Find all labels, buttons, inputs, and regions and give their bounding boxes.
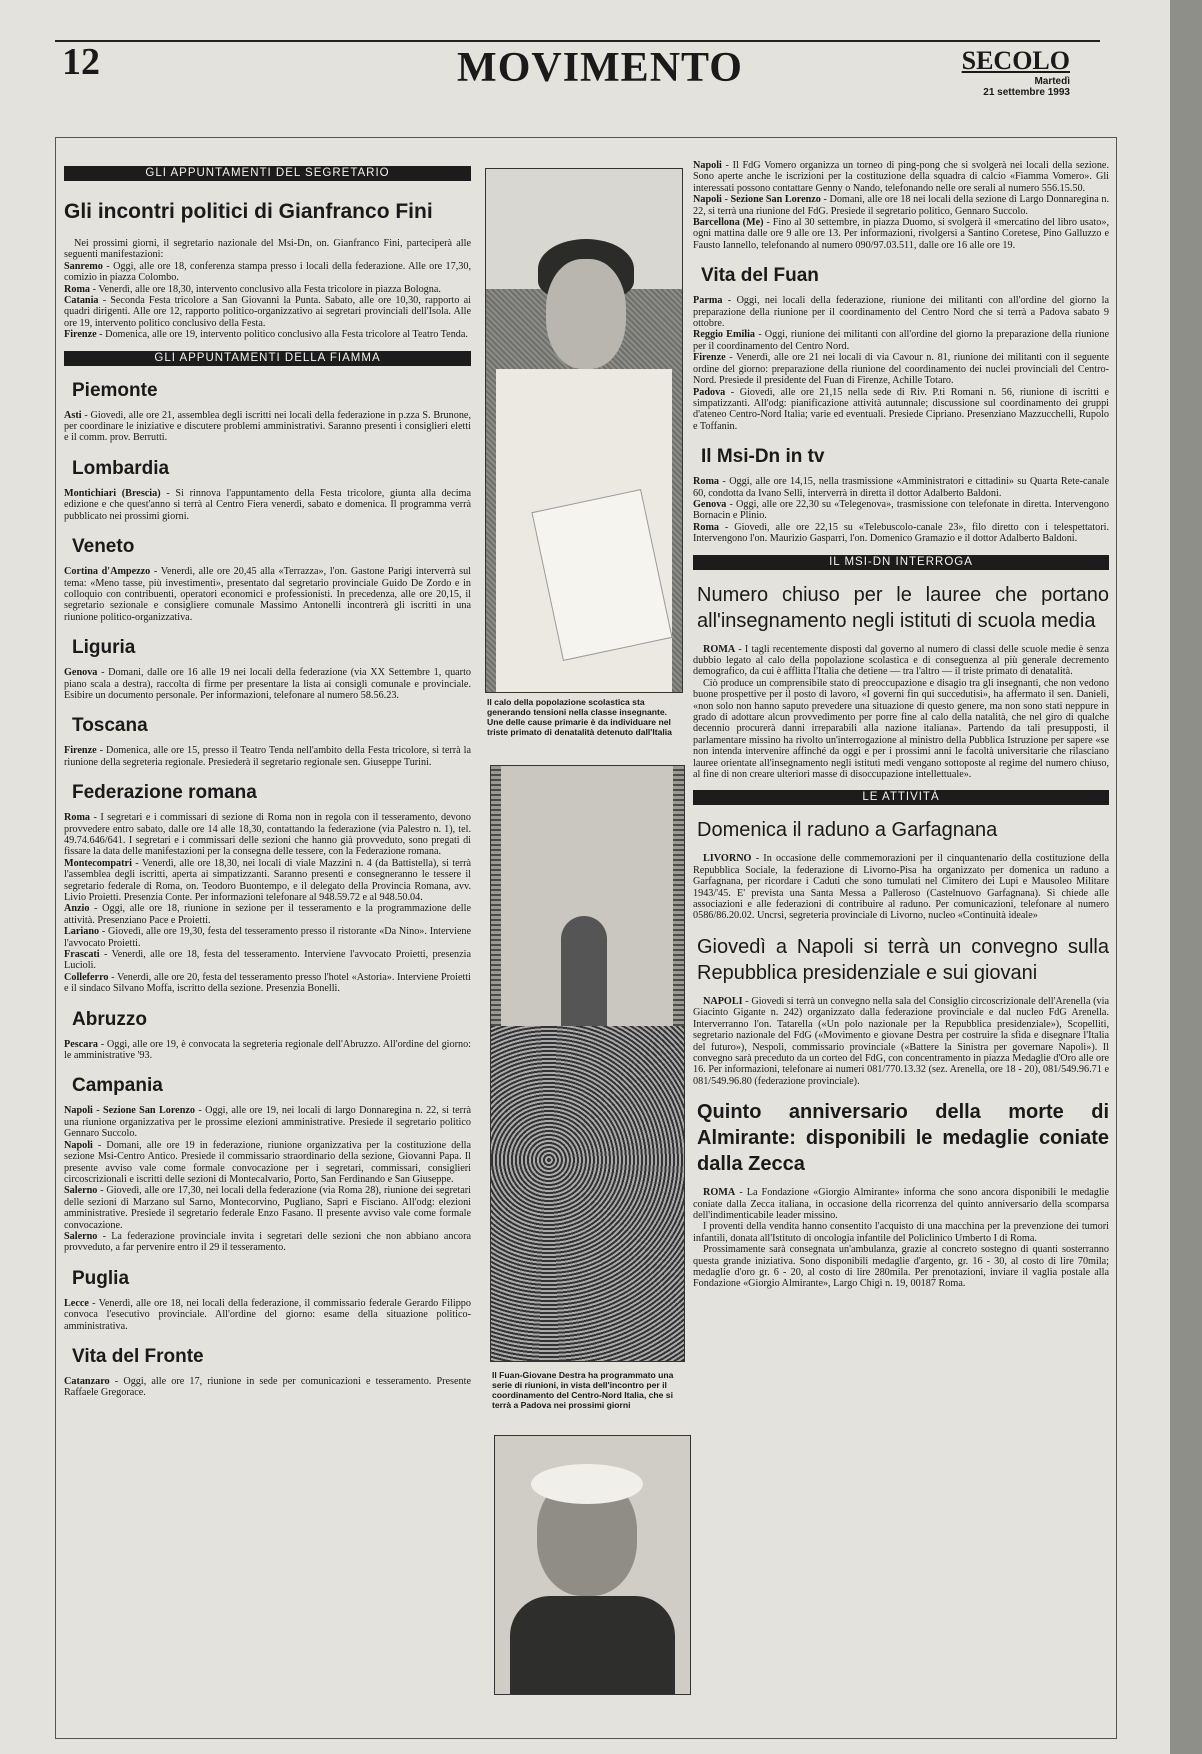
notice-place: Napoli - Sezione San Lorenzo <box>64 1105 195 1117</box>
garfagnana-text <box>693 853 1109 921</box>
issue-date: 21 settembre 1993 <box>983 87 1070 98</box>
region-heading: Federazione romana <box>72 782 257 804</box>
region-heading: Campania <box>72 1075 163 1097</box>
page-fold-shadow <box>1170 0 1202 1754</box>
notice-text: - Venerdì, alle ore 18,30, nei locali di viale Mazzini n. 4 (da Battistella), si terrà l'assemblea degli iscritti, aperta ai simpatizzanti. Saranno presenti e consegneranno le tessere il segretario federale di Roma, on. Teodoro Buontempo, e il delegato della Provincia Romana, avv. Livio Proietti. Presenzia Conte. Per informazioni telefonare al 948.59.72 e al 948.50.04. <box>64 857 471 903</box>
notice-place: Cortina d'Ampezzo <box>64 566 151 578</box>
notice-text: - Domenica, alle ore 15, presso il Teatro Tenda nell'ambito della Festa tricolore, si terrà la riunione della segreteria regionale. Presiederà il segretario regionale sen. Giuseppe Turini. <box>64 745 471 768</box>
crowd-photo <box>490 765 685 1362</box>
notice-item <box>693 160 1109 194</box>
notice-place: Sanremo <box>64 260 103 272</box>
notice-item <box>64 261 471 284</box>
notice-place: Catania <box>64 295 99 307</box>
notice-text: - I segretari e i commissari di sezione di Roma non in regola con il tesseramento, devono provvedere entro sabato, dalle ore 14 alle 18,30, contattando la federazione (via Palestro n. 1), tel. 49.74.646/641. I segretari e i commissari delle sezioni che hanno già provveduto, sono pregati di fissare la data delle manifestazioni per la consegna delle tessere, con la Federazione romana. <box>64 812 471 858</box>
notice-item <box>693 476 1109 499</box>
notice-item <box>64 1231 471 1254</box>
region-heading: Piemonte <box>72 379 158 401</box>
almirante-dateline: ROMA <box>703 1187 736 1199</box>
notice-item <box>693 329 1109 352</box>
notice-text: - Domenica, alle ore 19, intervento politico conclusivo alla Festa tricolore al Teatro Tenda. <box>96 329 468 341</box>
notice-place: Roma <box>64 283 91 295</box>
notice-item <box>64 1039 471 1062</box>
notice-text: - Oggi, alle ore 18, riunione in sezione per il tesseramento e la programmazione delle attività. Presenziano Pace e Proietti. <box>64 903 471 926</box>
notice-text: - Domani, alle ore 19 in federazione, riunione organizzativa per la costituzione della sezione Msi-Centro Antico. Presiede il commissario straordinario della sezione, Giovanni Papa. Il presente avviso vale come formale convocazione per i segretari, commissari, consiglieri circoscrizionali e iscritti delle sezioni di Montecalvario, Porto, San Ferdinando e San Giuseppe. <box>64 1139 471 1185</box>
notice-text: - Venerdì, alle ore 20, festa del tesseramento presso l'hotel «Astoria». Interviene Proietti e il sindaco Silvano Moffa, iscritto della sezione. Presenzia Bonelli. <box>64 971 471 995</box>
region-heading: Vita del Fronte <box>72 1345 204 1367</box>
napoli-dateline: NAPOLI <box>703 995 743 1007</box>
notice-item <box>64 410 471 444</box>
region-heading: Lombardia <box>72 457 170 479</box>
region-heading: Puglia <box>72 1267 130 1289</box>
garfagnana-headline: Domenica il raduno a Garfagnana <box>697 819 998 842</box>
notice-item <box>64 903 471 926</box>
almirante-text-2: I proventi della vendita hanno consentito l'acquisto di una macchina per la prevenzione dei tumori infantili, donata all'Istituto di oncologia infantile del Policlinico Umberto I di Roma. <box>693 1221 1109 1244</box>
notice-place: Firenze <box>64 329 97 341</box>
notice-place: Lariano <box>64 926 100 938</box>
notice-item <box>693 352 1109 386</box>
region-heading: Veneto <box>72 536 135 558</box>
almirante-text-3: Prossimamente sarà consegnata un'ambulanza, grazie al concreto sostegno di quanti sosterranno questa grande iniziativa. Sono disponibili medaglie d'argento, gr. 16 - 30, al costo di lire 70mila; medaglie d'oro gr. 6 - 20, al costo di lire 280mila. Per prenotazioni, inviare il vaglia postale alla Fondazione «Giorgio Almirante», Largo Chigi n. 19, 00187 Roma. <box>693 1244 1109 1290</box>
notice-item <box>64 295 471 329</box>
almirante-text-1 <box>693 1187 1109 1221</box>
garfagnana-dateline: LIVORNO <box>703 853 752 865</box>
notice-text: - Il FdG Vomero organizza un torneo di ping-pong che si svolgerà nei locali della sezione. Sono aperte anche le iscrizioni per la costituzione della squadra di calcio «Fiamma Vomero». Gli interessati possono contattare Genny o Nando, telefonando nelle ore serali al numero 556.15.50. <box>693 160 1109 194</box>
notice-text: - Oggi, alle ore 22,30 su «Telegenova», trasmissione con telefonate in diretta. Intervengono Bornacin e Plinio. <box>693 498 1109 522</box>
notice-item <box>64 1140 471 1186</box>
fdg-items <box>693 160 1109 251</box>
notice-item <box>693 295 1109 329</box>
notice-item <box>64 745 471 768</box>
notice-text: - Domani, alle ore 18 nei locali della sezione di Largo Donnaregina n. 22, si terrà una riunione del FdG. Presiede il segretario politico, Gennaro Succolo. <box>693 194 1109 217</box>
notice-text: - Giovedì, alle ore 19,30, festa del tesseramento presso il ristorante «Da Nino». Interviene l'avvocato Proietti. <box>64 926 471 949</box>
notice-item <box>64 566 471 623</box>
notice-text: - Oggi, nei locali della federazione, riunione dei militanti con all'ordine del giorno la preparazione della riunione per il coordinamento del Centro Nord che si terrà a Padova sabato 9 ottobre. <box>693 295 1109 330</box>
section-title: MOVIMENTO <box>457 45 743 91</box>
notice-text: - Giovedì, alle ore 17,30, nei locali della federazione (via Roma 28), riunione dei segretari delle sezioni di Marzano sul Sarno, Montecorvino, Pugliano, Sapri e Fisciano. All'odg: elezioni amministrative. Presiede il segretario federale Enzo Fasano. Il presente avviso vale come formale convocazione. <box>64 1185 471 1231</box>
fini-intro: Nei prossimi giorni, il segretario nazionale del Msi-Dn, on. Gianfranco Fini, parteciperà alle seguenti manifestazioni: <box>64 238 471 261</box>
section-bar-fiamma: GLI APPUNTAMENTI DELLA FIAMMA <box>64 351 471 366</box>
notice-place: Padova <box>693 386 726 398</box>
notice-text: - Oggi, alle ore 14,15, nella trasmissione «Amministratori e cittadini» su Quarta Rete-canale 60, condotta da Ivano Selli, interverrà in diretta il dottor Adalberto Baldoni. <box>693 476 1109 499</box>
notice-item <box>64 284 471 295</box>
notice-place: Montichiari (Brescia) <box>64 487 161 499</box>
notice-place: Roma <box>64 812 91 824</box>
notice-text: - Oggi, alle ore 18, conferenza stampa presso i locali della federazione. Alle ore 17,30, comizio in piazza Colombo. <box>64 260 471 284</box>
notice-place: Pescara <box>64 1038 98 1050</box>
interroga-headline: Numero chiuso per le lauree che portano all'insegnamento negli istituti di scuola media <box>697 583 1109 632</box>
notice-place: Genova <box>693 498 727 510</box>
notice-place: Napoli <box>64 1139 93 1151</box>
interroga-text-1: - I tagli recentemente disposti dal governo al numero di classi delle scuole medie è senza dubbio legato al calo della popolazione scolastica e di conseguenza al più generale decremento demografico, da cui è afflitta l'Italia che detiene — tra l'altro — il triste primato di denatalità. <box>693 643 1109 678</box>
masthead <box>962 46 1070 98</box>
issue-day: Martedì <box>1034 76 1070 87</box>
notice-item <box>64 1185 471 1231</box>
student-photo <box>485 168 683 693</box>
notice-text: - Oggi, alle ore 17, riunione in sede per comunicazioni e tesseramento. Presente Raffaele Gregorace. <box>64 1375 471 1399</box>
notice-place: Napoli - Sezione San Lorenzo <box>693 194 821 206</box>
notice-item <box>64 329 471 340</box>
notice-text: - Giovedì, alle ore 21,15 nella sede di Riv. P.ti Romani n. 56, riunione di iscritti e simpatizzanti. All'odg: pianificazione attività autunnale; discussione sul coordinamento dei gruppi d'ateneo Centro-Nord Italia; varie ed eventuali. Presiede Cipriano. Presenziano Mazzucchelli, Rupolo e Toffanin. <box>693 386 1109 432</box>
notice-place: Firenze <box>693 352 726 364</box>
notice-place: Firenze <box>64 745 97 757</box>
notice-item <box>64 1298 471 1332</box>
notice-text: - Domani, dalle ore 16 alle 19 nei locali della federazione (via XX Settembre 1, quarto piano scala a destra), raccolta di firme per presentare la lista ai consigli comunale e provinciale. Esibire un documento personale. Per informazioni, telefonare al numero 58.56.23. <box>64 667 471 701</box>
notice-item <box>693 387 1109 433</box>
notice-text: - Giovedì, alle ore 21, assemblea degli iscritti nei locali della federazione in p.zza S. Brunone, per coordinare le iniziative e discutere problemi amministrativi. Saranno presenti i consiglieri eletti e il comm. prov. Berrutti. <box>64 409 471 444</box>
interroga-lead <box>693 644 1109 678</box>
notice-text: - La federazione provinciale invita i segretari delle sezioni che non abbiano ancora provveduto, a far pervenire entro il 29 il tesseramento. <box>64 1230 471 1254</box>
notice-place: Asti <box>64 409 82 421</box>
notice-item <box>64 488 471 522</box>
tv-heading: Il Msi-Dn in tv <box>701 446 825 468</box>
fuan-heading: Vita del Fuan <box>701 265 819 287</box>
notice-place: Genova <box>64 667 98 679</box>
photo-caption-fuan: Il Fuan-Giovane Destra ha programmato una serie di riunioni, in vista dell'incontro per il coordinamento del Centro-Nord Italia, che si terrà a Padova nei prossimi giorni <box>492 1370 674 1410</box>
notice-text: - Venerdì, alle ore 21 nei locali di via Cavour n. 81, riunione dei militanti con il seguente ordine del giorno: preparazione della riunione del coordinamento dei nuclei provinciali del Centro-Nord. Presiede il presidente del Fuan di Firenze, Achille Totaro. <box>693 352 1109 387</box>
notice-text: - Giovedì, alle ore 22,15 su «Telebuscolo-canale 23», filo diretto con i telespettatori. Intervengono l'on. Maurizio Gasparri, l'on. Domenico Gramazio e il dottor Adalberto Baldoni. <box>693 521 1109 545</box>
fuan-items <box>693 295 1109 432</box>
napoli-text <box>693 996 1109 1087</box>
notice-item <box>64 667 471 701</box>
notice-item <box>693 194 1109 217</box>
region-heading: Toscana <box>72 715 148 737</box>
notice-place: Reggio Emilia <box>693 329 756 341</box>
notice-place: Lecce <box>64 1297 89 1309</box>
notice-place: Frascati <box>64 949 100 961</box>
notice-place: Parma <box>693 295 723 307</box>
notice-place: Colleferro <box>64 971 109 983</box>
notice-item <box>64 949 471 972</box>
notice-item <box>693 522 1109 545</box>
notice-item <box>693 499 1109 522</box>
notice-text: - Venerdì, alle ore 20,45 alla «Terrazza», l'on. Gastone Parigi interverrà sul tema: «Meno tasse, più investimenti», presentato dal segretario provinciale Guido De Zordo e in colloquio con contribuenti, operatori economici e professionisti. In precedenza, alle ore 20,15, il segretario sezionale e consigliere comunale Massimo Antonelli incontrerà gli iscritti in una riunione politico-organizzativa. <box>64 566 471 623</box>
napoli-body: - Giovedì si terrà un convegno nella sala del Consiglio circoscrizionale dell'Arenella (via Giacinto Gigante n. 242) organizzato dalla federazione provinciale e dal nucleo FdG Arenella. Interverranno l'on. Tatarella («Un polo nazionale per la Repubblica presidenziale»), Scopelliti, segretario nazionale del FdG («Movimento e giovane Destra per costruire la sfida e disegnare l'Italia del futuro»), Nespoli, commissario provinciale («Battere la Sinistra per governare Napoli»). Il convegno sarà preceduto da un corteo del FdG, con concentramento in piazza Medaglie d'Oro alle ore 16. Per informazioni, telefonare ai numeri 081/770.13.32 (sez. Arenella, ore 18 - 20), 081/549.96.71 e 081/549.96.80 (federazione provinciale). <box>693 995 1109 1087</box>
notice-text: - Venerdì, alle ore 18, festa del tesseramento. Interviene l'avvocato Proietti, presenzia Lucioli. <box>64 949 471 972</box>
interroga-text-2: Ciò produce un comprensibile stato di preoccupazione e disagio tra gli insegnanti, che non vedono buone prospettive per il posto di lavoro, «I governi fin qui succedutisi», ha affermato il sen. Danieli, «non solo non hanno saputo prevedere una situazione di questo genere, ma non sono stati neppure in grado di adottare alcun provvedimento per porre fine al calo della natalità, che nel giro di qualche decennio procurerà danni irreparabili alla nazione italiana». Partendo da tali presupposti, il parlamentare missino ha rivolto un'interrogazione al ministro della Pubblica Istruzione per sapere «se non intenda intervenire affinché da oggi e per i prossimi anni le facoltà universitarie che rilasciano lauree orientate all'insegnamento negli istituti medi vengano sottoposte al regime del numero chiuso, al fine di non creare ulteriori masse di disoccupazione intellettuale». <box>693 677 1109 781</box>
napoli-headline: Giovedì a Napoli si terrà un convegno sulla Repubblica presidenziale e sui giovani <box>697 935 1109 984</box>
photo-caption-school: Il calo della popolazione scolastica sta generando tensioni nella classe insegnante. Une delle cause primarie è da individuare nel triste primato di denatalità detenuto dall'Italia <box>487 697 672 737</box>
page-number: 12 <box>62 41 100 83</box>
section-bar-interroga: IL MSI-DN INTERROGA <box>693 555 1109 570</box>
notice-text: - Seconda Festa tricolore a San Giovanni la Punta. Sabato, alle ore 10,30, rapporto ai quadri dirigenti. Alle ore 12, rapporto politico-organizzativo ai segretari provinciali dell'Isola. Alle ore 19, intervento politico conclusivo della Festa. <box>64 295 471 329</box>
column-appointments <box>64 160 471 1399</box>
regions-list <box>64 380 471 1399</box>
notice-item <box>64 972 471 995</box>
tv-items <box>693 476 1109 544</box>
notice-place: Roma <box>693 476 720 488</box>
notice-place: Montecompatri <box>64 857 132 869</box>
section-bar-attivita: LE ATTIVITÀ <box>693 790 1109 805</box>
region-heading: Abruzzo <box>72 1008 147 1030</box>
notice-text: - Si rinnova l'appuntamento della Festa tricolore, giunta alla decima edizione e che quest'anno si terrà al Centro Fiera venerdì, sabato e domenica. Il programma verrà pubblicato nei prossimi giorni. <box>64 487 471 522</box>
notice-text: - Oggi, alle ore 19, è convocata la segreteria regionale dell'Abruzzo. All'ordine del giorno: le amministrative '93. <box>64 1038 471 1062</box>
paper-name: SECOLO <box>961 46 1070 75</box>
notice-item <box>693 217 1109 251</box>
notice-place: Salerno <box>64 1185 98 1197</box>
notice-text: - Venerdì, alle ore 18,30, intervento conclusivo alla Festa tricolore in piazza Bologna. <box>90 283 441 295</box>
garfagnana-body: - In occasione delle commemorazioni per il cinquantenario della costituzione della Repubblica Sociale, la federazione di Livorno-Pisa ha organizzato per domenica un raduno a Garfagnana, per ricordare i Caduti che sono tumulati nel Cimitero dei Lupi e Mausoleo Militare 1943/'45. E' prevista una Santa Messa a Palleroso (Castelnuovo Garfagnana). Si chiede alle associazioni e alle federazioni di contribuire al raduno. Per comunicazioni, telefonare al numero 0586/86.20.02. Uncrsi, segreteria provinciale di Livorno, nucleo «Continuità ideale» <box>693 853 1109 922</box>
notice-place: Barcellona (Me) <box>693 217 764 229</box>
notice-text: - Oggi, riunione dei militanti con all'ordine del giorno la preparazione della riunione per il coordinamento del Centro Nord. <box>693 329 1109 352</box>
header-rule <box>55 40 1100 42</box>
column-news <box>693 160 1109 1290</box>
notice-place: Catanzaro <box>64 1375 110 1387</box>
notice-place: Salerno <box>64 1230 98 1242</box>
notice-place: Roma <box>693 521 720 533</box>
almirante-portrait <box>494 1435 691 1695</box>
notice-text: - Oggi, alle ore 19, nei locali di largo Donnaregina n. 22, si terrà una riunione organizzativa per le prossime elezioni amministrative. Presiede il segretario politico Gennaro Succolo. <box>64 1105 471 1140</box>
fini-headline: Gli incontri politici di Gianfranco Fini <box>64 200 433 223</box>
region-heading: Liguria <box>72 637 136 659</box>
notice-item <box>64 1105 471 1139</box>
notice-item <box>64 1376 471 1399</box>
notice-item <box>64 858 471 904</box>
notice-place: Napoli <box>693 160 722 171</box>
interroga-dateline: ROMA <box>703 643 736 655</box>
section-bar-segretario: GLI APPUNTAMENTI DEL SEGRETARIO <box>64 166 471 181</box>
notice-text: - Fino al 30 settembre, in piazza Duomo, si svolgerà il «mercatino del libro usato», ogni mattina dalle ore 9 alle ore 13. Per informazioni, rivolgersi a Santino Coretese, Pino Galluzzo e Fausto Iannello, telefonando al numero 090/97.03.511, dalle ore 16 alle ore 19. <box>693 217 1109 251</box>
fini-list <box>64 261 471 341</box>
notice-place: Anzio <box>64 903 90 915</box>
notice-item <box>64 926 471 949</box>
notice-text: - Venerdì, alle ore 18, nei locali della federazione, il commissario federale Gerardo Filippo convoca l'esecutivo provinciale. All'ordine del giorno: esame della situazione politico-amministrativa. <box>64 1297 471 1332</box>
almirante-headline: Quinto anniversario della morte di Almirante: disponibili le medaglie coniate dalla Zecca <box>697 1101 1109 1176</box>
notice-item <box>64 812 471 858</box>
almirante-body-1: - La Fondazione «Giorgio Almirante» informa che sono ancora disponibili le medaglie coniate dalla Zecca italiana, in occasione della ricorrenza del quinto anniversario della scomparsa dell'indimenticabile leader missino. <box>693 1187 1109 1221</box>
